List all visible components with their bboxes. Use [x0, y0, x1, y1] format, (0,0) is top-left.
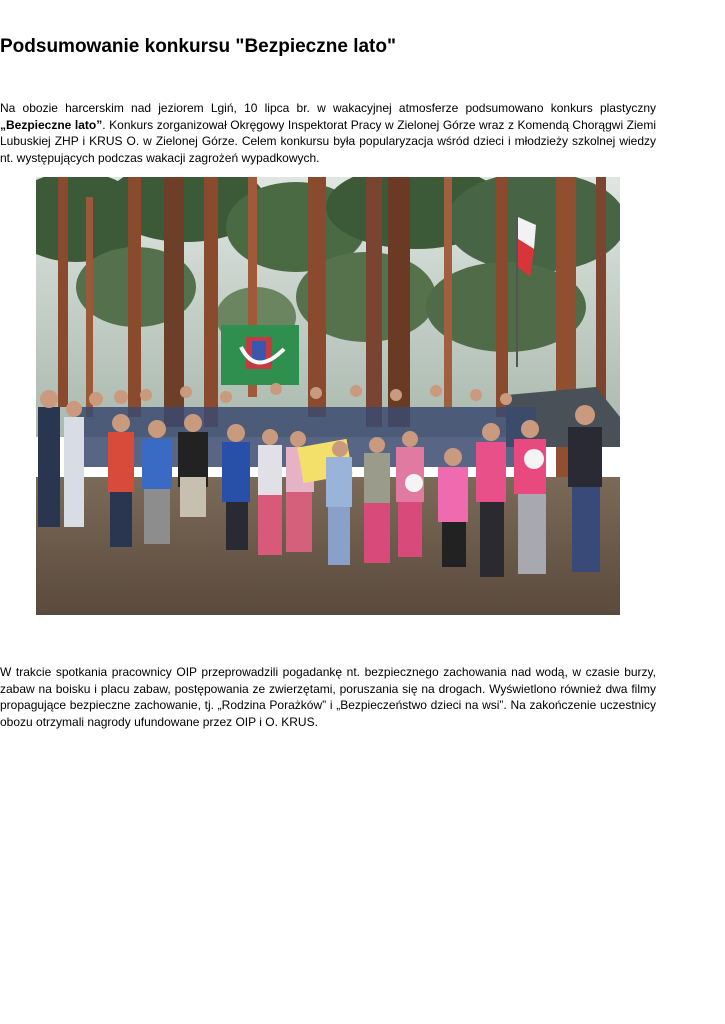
- forest-canopy: [36, 177, 620, 352]
- scout-banner: [221, 325, 299, 385]
- intro-rest-text: . Konkurs zorganizował Okręgowy Inspektorat Pracy w Zielonej Górze wraz z Komendą Chorągwi Ziemi Lubuskiej ZHP i KRUS O. w Zielonej Górze. Celem konkursu była popularyzacja wśród dzieci i młodzieży szkolnej wiedzy nt. występujących podczas wakacji zagrożeń wypadkowych.: [0, 117, 656, 166]
- intro-lead-text: Na obozie harcerskim nad jeziorem Lgiń, 10 lipca br. w wakacyjnej atmosferze podsumowano konkurs plastyczny: [0, 101, 656, 115]
- group-photo: [36, 177, 620, 615]
- page-title: Podsumowanie konkursu "Bezpieczne lato": [0, 36, 396, 57]
- intro-paragraph: [0, 100, 656, 167]
- meeting-paragraph: W trakcie spotkania pracownicy OIP przeprowadzili pogadankę nt. bezpiecznego zachowania nad wodą, w czasie burzy, zabaw na boisku i placu zabaw, postępowania ze zwierzętami, poruszania się na drogach. Wyświetlono również dwa filmy propagujące bezpieczne zachowanie, tj. „Rodzina Porażków” i „Bezpieczeństwo dzieci na wsi”. Na zakończenie uczestnicy obozu otrzymali nagrody ufundowane przez OIP i O. KRUS.: [0, 665, 656, 730]
- camp-group-photo-illustration: [36, 177, 620, 615]
- contest-name: „Bezpieczne lato”: [0, 117, 103, 132]
